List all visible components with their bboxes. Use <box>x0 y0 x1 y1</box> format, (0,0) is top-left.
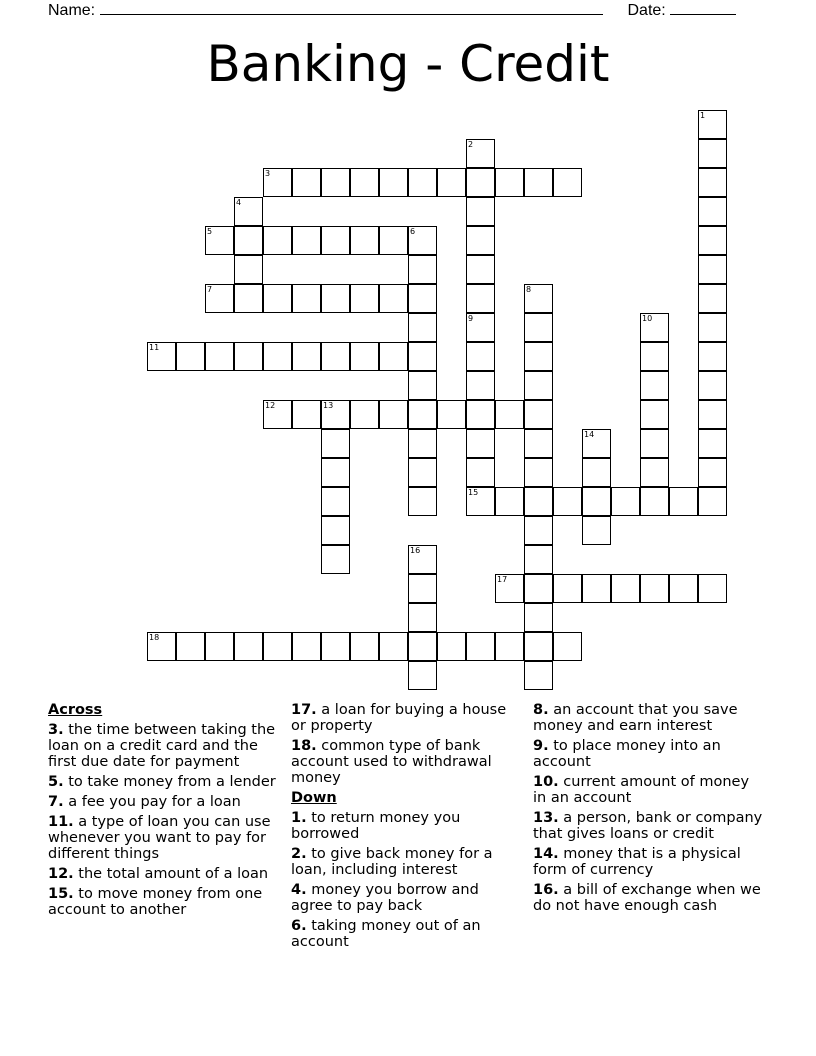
grid-cell[interactable] <box>321 400 350 429</box>
grid-cell[interactable] <box>408 226 437 255</box>
grid-cell[interactable] <box>669 487 698 516</box>
grid-cell[interactable] <box>350 342 379 371</box>
date-field[interactable] <box>670 0 736 15</box>
cell-number: 11 <box>149 343 160 352</box>
grid-cell[interactable] <box>321 516 350 545</box>
grid-cell[interactable] <box>321 458 350 487</box>
grid-cell[interactable] <box>408 487 437 516</box>
clue-number: 5. <box>48 774 64 790</box>
grid-cell[interactable] <box>350 168 379 197</box>
grid-cell[interactable] <box>611 487 640 516</box>
grid-cell[interactable] <box>408 545 437 574</box>
grid-cell[interactable] <box>321 342 350 371</box>
grid-cell[interactable] <box>292 284 321 313</box>
grid-cell[interactable] <box>698 168 727 197</box>
grid-cell[interactable] <box>669 574 698 603</box>
clue-column-3 <box>533 702 765 918</box>
name-label: Name: <box>48 2 96 19</box>
grid-cell[interactable] <box>524 545 553 574</box>
cell-number: 18 <box>149 633 160 642</box>
clue-text: a type of loan you can use whenever you want to pay for different things <box>48 814 271 862</box>
clue-text: current amount of money in an account <box>533 774 750 806</box>
grid-cell[interactable] <box>321 226 350 255</box>
grid-cell[interactable] <box>263 400 292 429</box>
grid-cell[interactable] <box>524 284 553 313</box>
grid-cell[interactable] <box>698 226 727 255</box>
grid-cell[interactable] <box>495 632 524 661</box>
clue-text: common type of bank account used to withdrawal money <box>291 738 492 786</box>
grid-cell[interactable] <box>379 400 408 429</box>
grid-cell[interactable] <box>466 313 495 342</box>
grid-cell[interactable] <box>524 603 553 632</box>
clue-number: 2. <box>291 846 307 862</box>
clue-down-2 <box>291 846 519 878</box>
grid-cell[interactable] <box>640 458 669 487</box>
grid-cell[interactable] <box>234 342 263 371</box>
clue-text: the total amount of a loan <box>78 866 269 882</box>
cell-number: 12 <box>265 401 276 410</box>
grid-cell[interactable] <box>466 429 495 458</box>
grid-cell[interactable] <box>408 661 437 690</box>
clue-number: 15. <box>48 886 74 902</box>
clue-number: 4. <box>291 882 307 898</box>
grid-cell[interactable] <box>408 313 437 342</box>
grid-cell[interactable] <box>698 197 727 226</box>
clue-down-13 <box>533 810 765 842</box>
grid-cell[interactable] <box>524 458 553 487</box>
across-heading: Across <box>48 702 103 718</box>
grid-cell[interactable] <box>408 284 437 313</box>
grid-cell[interactable] <box>234 284 263 313</box>
grid-cell[interactable] <box>582 574 611 603</box>
grid-cell[interactable] <box>350 226 379 255</box>
grid-cell[interactable] <box>466 226 495 255</box>
clue-number: 9. <box>533 738 549 754</box>
grid-cell[interactable] <box>263 632 292 661</box>
grid-cell[interactable] <box>640 371 669 400</box>
grid-cell[interactable] <box>292 400 321 429</box>
clue-text: a fee you pay for a loan <box>68 794 241 810</box>
clue-text: to return money you borrowed <box>291 810 461 842</box>
grid-cell[interactable] <box>698 139 727 168</box>
grid-cell[interactable] <box>408 458 437 487</box>
grid-cell[interactable] <box>466 342 495 371</box>
grid-cell[interactable] <box>553 632 582 661</box>
clue-text: to take money from a lender <box>68 774 276 790</box>
grid-cell[interactable] <box>437 168 466 197</box>
clue-down-14 <box>533 846 765 878</box>
clue-number: 17. <box>291 702 317 718</box>
clue-across-3 <box>48 722 280 770</box>
clue-text: a loan for buying a house or property <box>291 702 507 734</box>
clue-text: an account that you save money and earn interest <box>533 702 738 734</box>
grid-cell[interactable] <box>640 313 669 342</box>
cell-number: 9 <box>468 314 474 323</box>
clue-across-18 <box>291 738 519 786</box>
grid-cell[interactable] <box>524 342 553 371</box>
grid-cell[interactable] <box>640 400 669 429</box>
grid-cell[interactable] <box>640 342 669 371</box>
cell-number: 4 <box>236 198 242 207</box>
grid-cell[interactable] <box>321 429 350 458</box>
grid-cell[interactable] <box>379 632 408 661</box>
clue-across-12 <box>48 866 280 882</box>
grid-cell[interactable] <box>553 574 582 603</box>
name-field[interactable] <box>100 0 603 15</box>
down-heading: Down <box>291 790 337 806</box>
grid-cell[interactable] <box>263 342 292 371</box>
clue-text: to move money from one account to another <box>48 886 263 918</box>
grid-cell[interactable] <box>495 574 524 603</box>
clue-number: 3. <box>48 722 64 738</box>
grid-cell[interactable] <box>408 168 437 197</box>
grid-cell[interactable] <box>205 284 234 313</box>
cell-number: 15 <box>468 488 479 497</box>
grid-cell[interactable] <box>408 342 437 371</box>
clue-down-9 <box>533 738 765 770</box>
grid-cell[interactable] <box>611 574 640 603</box>
grid-cell[interactable] <box>292 342 321 371</box>
grid-cell[interactable] <box>698 110 727 139</box>
clue-number: 12. <box>48 866 74 882</box>
grid-cell[interactable] <box>379 226 408 255</box>
grid-cell[interactable] <box>408 632 437 661</box>
grid-cell[interactable] <box>640 574 669 603</box>
grid-cell[interactable] <box>205 226 234 255</box>
grid-cell[interactable] <box>205 632 234 661</box>
grid-cell[interactable] <box>698 313 727 342</box>
grid-cell[interactable] <box>408 400 437 429</box>
grid-cell[interactable] <box>640 429 669 458</box>
cell-number: 17 <box>497 575 508 584</box>
grid-cell[interactable] <box>350 400 379 429</box>
grid-cell[interactable] <box>495 400 524 429</box>
clue-number: 10. <box>533 774 559 790</box>
grid-cell[interactable] <box>176 342 205 371</box>
grid-cell[interactable] <box>321 284 350 313</box>
cell-number: 13 <box>323 401 334 410</box>
clue-down-8 <box>533 702 765 734</box>
grid-cell[interactable] <box>524 313 553 342</box>
grid-cell[interactable] <box>698 487 727 516</box>
grid-cell[interactable] <box>640 487 669 516</box>
grid-cell[interactable] <box>408 429 437 458</box>
cell-number: 6 <box>410 227 416 236</box>
grid-cell[interactable] <box>524 516 553 545</box>
grid-cell[interactable] <box>582 516 611 545</box>
clue-down-1 <box>291 810 519 842</box>
clue-number: 11. <box>48 814 74 830</box>
grid-cell[interactable] <box>147 342 176 371</box>
clue-number: 16. <box>533 882 559 898</box>
grid-cell[interactable] <box>466 284 495 313</box>
clue-across-15 <box>48 886 280 918</box>
grid-cell[interactable] <box>524 371 553 400</box>
cell-number: 1 <box>700 111 706 120</box>
cell-number: 14 <box>584 430 595 439</box>
cell-number: 8 <box>526 285 532 294</box>
grid-cell[interactable] <box>147 632 176 661</box>
clue-number: 18. <box>291 738 317 754</box>
grid-cell[interactable] <box>698 400 727 429</box>
grid-cell[interactable] <box>524 574 553 603</box>
grid-cell[interactable] <box>495 168 524 197</box>
clue-across-11 <box>48 814 280 862</box>
cell-number: 16 <box>410 546 421 555</box>
grid-cell[interactable] <box>234 226 263 255</box>
grid-cell[interactable] <box>205 342 234 371</box>
clue-number: 14. <box>533 846 559 862</box>
clue-text: a person, bank or company that gives loans or credit <box>533 810 763 842</box>
cell-number: 5 <box>207 227 213 236</box>
clue-down-10 <box>533 774 765 806</box>
puzzle-title: Banking - Credit <box>206 35 610 93</box>
clue-number: 8. <box>533 702 549 718</box>
grid-cell[interactable] <box>408 371 437 400</box>
clue-number: 1. <box>291 810 307 826</box>
cell-number: 3 <box>265 169 271 178</box>
grid-cell[interactable] <box>466 197 495 226</box>
cell-number: 10 <box>642 314 653 323</box>
grid-cell[interactable] <box>408 574 437 603</box>
grid-cell[interactable] <box>234 255 263 284</box>
grid-cell[interactable] <box>524 429 553 458</box>
grid-cell[interactable] <box>292 632 321 661</box>
grid-cell[interactable] <box>553 168 582 197</box>
grid-cell[interactable] <box>437 400 466 429</box>
grid-cell[interactable] <box>408 603 437 632</box>
grid-cell[interactable] <box>379 284 408 313</box>
header-line <box>48 0 736 20</box>
grid-cell[interactable] <box>495 487 524 516</box>
grid-cell[interactable] <box>263 226 292 255</box>
clue-text: to give back money for a loan, including interest <box>291 846 493 878</box>
grid-cell[interactable] <box>379 342 408 371</box>
grid-cell[interactable] <box>524 632 553 661</box>
cell-number: 2 <box>468 140 474 149</box>
grid-cell[interactable] <box>698 342 727 371</box>
grid-cell[interactable] <box>263 284 292 313</box>
grid-cell[interactable] <box>176 632 205 661</box>
grid-cell[interactable] <box>698 429 727 458</box>
clue-column-1 <box>48 702 280 922</box>
clue-text: money that is a physical form of currency <box>533 846 741 878</box>
grid-cell[interactable] <box>698 284 727 313</box>
grid-cell[interactable] <box>321 168 350 197</box>
clue-across-5 <box>48 774 280 790</box>
grid-cell[interactable] <box>466 487 495 516</box>
grid-cell[interactable] <box>321 545 350 574</box>
grid-cell[interactable] <box>466 139 495 168</box>
grid-cell[interactable] <box>321 632 350 661</box>
grid-cell[interactable] <box>553 487 582 516</box>
grid-cell[interactable] <box>466 255 495 284</box>
grid-cell[interactable] <box>466 458 495 487</box>
clue-across-7 <box>48 794 280 810</box>
grid-cell[interactable] <box>234 632 263 661</box>
clue-text: to place money into an account <box>533 738 721 770</box>
grid-cell[interactable] <box>698 458 727 487</box>
clue-across-17 <box>291 702 519 734</box>
grid-cell[interactable] <box>698 574 727 603</box>
grid-cell[interactable] <box>698 255 727 284</box>
grid-cell[interactable] <box>437 632 466 661</box>
grid-cell[interactable] <box>582 458 611 487</box>
clue-number: 13. <box>533 810 559 826</box>
grid-cell[interactable] <box>263 168 292 197</box>
clue-number: 6. <box>291 918 307 934</box>
date-label: Date: <box>627 2 666 19</box>
grid-cell[interactable] <box>466 168 495 197</box>
grid-cell[interactable] <box>524 168 553 197</box>
grid-cell[interactable] <box>292 226 321 255</box>
grid-cell[interactable] <box>524 661 553 690</box>
grid-cell[interactable] <box>466 632 495 661</box>
grid-cell[interactable] <box>582 487 611 516</box>
grid-cell[interactable] <box>379 168 408 197</box>
grid-cell[interactable] <box>292 168 321 197</box>
grid-cell[interactable] <box>582 429 611 458</box>
grid-cell[interactable] <box>466 400 495 429</box>
clue-number: 7. <box>48 794 64 810</box>
grid-cell[interactable] <box>321 487 350 516</box>
cell-number: 7 <box>207 285 213 294</box>
clue-column-2 <box>291 702 519 954</box>
grid-cell[interactable] <box>350 632 379 661</box>
clue-text: money you borrow and agree to pay back <box>291 882 479 914</box>
grid-cell[interactable] <box>524 487 553 516</box>
clue-text: a bill of exchange when we do not have enough cash <box>533 882 761 914</box>
clue-text: the time between taking the loan on a credit card and the first due date for payment <box>48 722 276 770</box>
clue-down-6 <box>291 918 519 950</box>
grid-cell[interactable] <box>408 255 437 284</box>
clue-down-16 <box>533 882 765 914</box>
clue-text: taking money out of an account <box>291 918 481 950</box>
grid-cell[interactable] <box>350 284 379 313</box>
clue-down-4 <box>291 882 519 914</box>
grid-cell[interactable] <box>524 400 553 429</box>
grid-cell[interactable] <box>466 371 495 400</box>
grid-cell[interactable] <box>698 371 727 400</box>
grid-cell[interactable] <box>234 197 263 226</box>
